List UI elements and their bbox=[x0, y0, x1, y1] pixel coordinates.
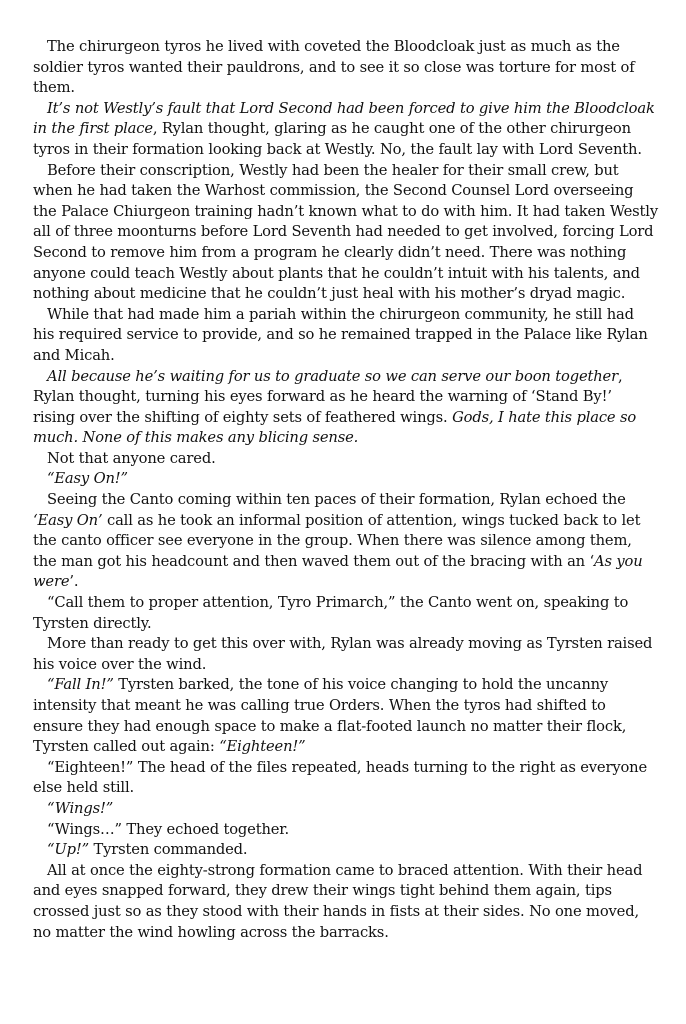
text-run: “Wings…” They echoed together. bbox=[47, 820, 290, 838]
text-run: , Rylan thought, glaring as he caught one of the other chirurgeon tyros in their formation looking back at Westly. No, the fault lay with Lord Seventh. bbox=[33, 120, 642, 158]
italic-text-run: Gods, I hate this place so much. None of this makes any blicing sense. bbox=[33, 408, 637, 447]
italic-text-run: “Easy On!” bbox=[47, 470, 128, 488]
text-run: Before their conscription, Westly had been the healer for their small crew, but when he had taken the Warhost commission, the Second Counsel Lord overseeing the Palace Chiurgeon training hadn’t known what to do with him. It had taken Westly all of three moonturns before Lord Seventh had needed to get involved, forcing Lord Second to remove him from a program he clearly didn’t need. There was nothing anyone could teach Westly about plants that he couldn’t intuit with his talents, and nothing about medicine that he couldn’t just heal with his mother’s dryad magic. bbox=[33, 161, 658, 303]
text-run: Tyrsten barked, the tone of his voice changing to hold the uncanny intensity that meant he was calling true Orders. When the tyros had shifted to ensure they had enough space to make a flat-footed launch no matter their flock, Tyrsten called out again: bbox=[33, 676, 627, 756]
italic-text-run: “Eighteen!” bbox=[219, 738, 306, 756]
italic-text-run: All because he’s waiting for us to graduate so we can serve our boon together bbox=[47, 367, 618, 385]
italic-text-run: “Up!” bbox=[47, 841, 89, 859]
italic-text-run: “Fall In!” bbox=[47, 676, 114, 694]
paragraph bbox=[33, 305, 658, 367]
italic-text-run: It’s not Westly’s fault that Lord Second had been forced to give him the Bloodcloak in the first place bbox=[33, 99, 655, 138]
paragraph bbox=[33, 840, 658, 861]
italic-text-run: “Wings!” bbox=[47, 799, 114, 817]
paragraph bbox=[33, 367, 658, 449]
paragraph bbox=[33, 861, 658, 943]
paragraph bbox=[33, 758, 658, 799]
text-run: While that had made him a pariah within the chirurgeon community, he still had his required service to provide, and so he remained trapped in the Palace like Rylan and Micah. bbox=[33, 305, 648, 364]
text-run: ’. bbox=[69, 573, 79, 591]
text-run: call as he took an informal position of attention, wings tucked back to let the canto officer see everyone in the group. When there was silence among them, the man got his headcount and then waved them out of the bracing with an ‘ bbox=[33, 511, 641, 570]
paragraph bbox=[33, 99, 658, 161]
paragraph bbox=[33, 593, 658, 634]
text-run: More than ready to get this over with, Rylan was already moving as Tyrsten raised his voice over the wind. bbox=[33, 635, 653, 673]
paragraph bbox=[33, 469, 658, 490]
paragraph bbox=[33, 37, 658, 99]
paragraph bbox=[33, 820, 658, 841]
paragraph bbox=[33, 490, 658, 593]
italic-text-run: ‘Easy On’ bbox=[33, 511, 103, 529]
paragraph bbox=[33, 799, 658, 820]
text-run: “Eighteen!” The head of the files repeated, heads turning to the right as everyone else held still. bbox=[33, 758, 648, 797]
text-run: Tyrsten commanded. bbox=[88, 841, 248, 859]
paragraph bbox=[33, 161, 658, 305]
paragraph bbox=[33, 449, 658, 470]
text-run: “Call them to proper attention, Tyro Primarch,” the Canto went on, speaking to Tyrsten directly. bbox=[33, 594, 629, 632]
text-run: Not that anyone cared. bbox=[47, 449, 216, 467]
paragraph bbox=[33, 675, 658, 757]
paragraph bbox=[33, 634, 658, 675]
page-text-body bbox=[33, 37, 658, 943]
text-run: The chirurgeon tyros he lived with coveted the Bloodcloak just as much as the soldier tyros wanted their pauldrons, and to see it so close was torture for most of them. bbox=[33, 38, 635, 97]
italic-text-run: As you were bbox=[33, 552, 643, 591]
text-run: Seeing the Canto coming within ten paces of their formation, Rylan echoed the bbox=[47, 491, 626, 509]
text-run: , Rylan thought, turning his eyes forward as he heard the warning of ‘Stand By!’ rising over the shifting of eighty sets of feathered wings. bbox=[33, 367, 623, 426]
text-run: All at once the eighty-strong formation came to braced attention. With their head and eyes snapped forward, they drew their wings tight behind them again, tips crossed just so as they stood with their hands in fists at their sides. No one moved, no matter the wind howling across the barracks. bbox=[33, 861, 643, 941]
